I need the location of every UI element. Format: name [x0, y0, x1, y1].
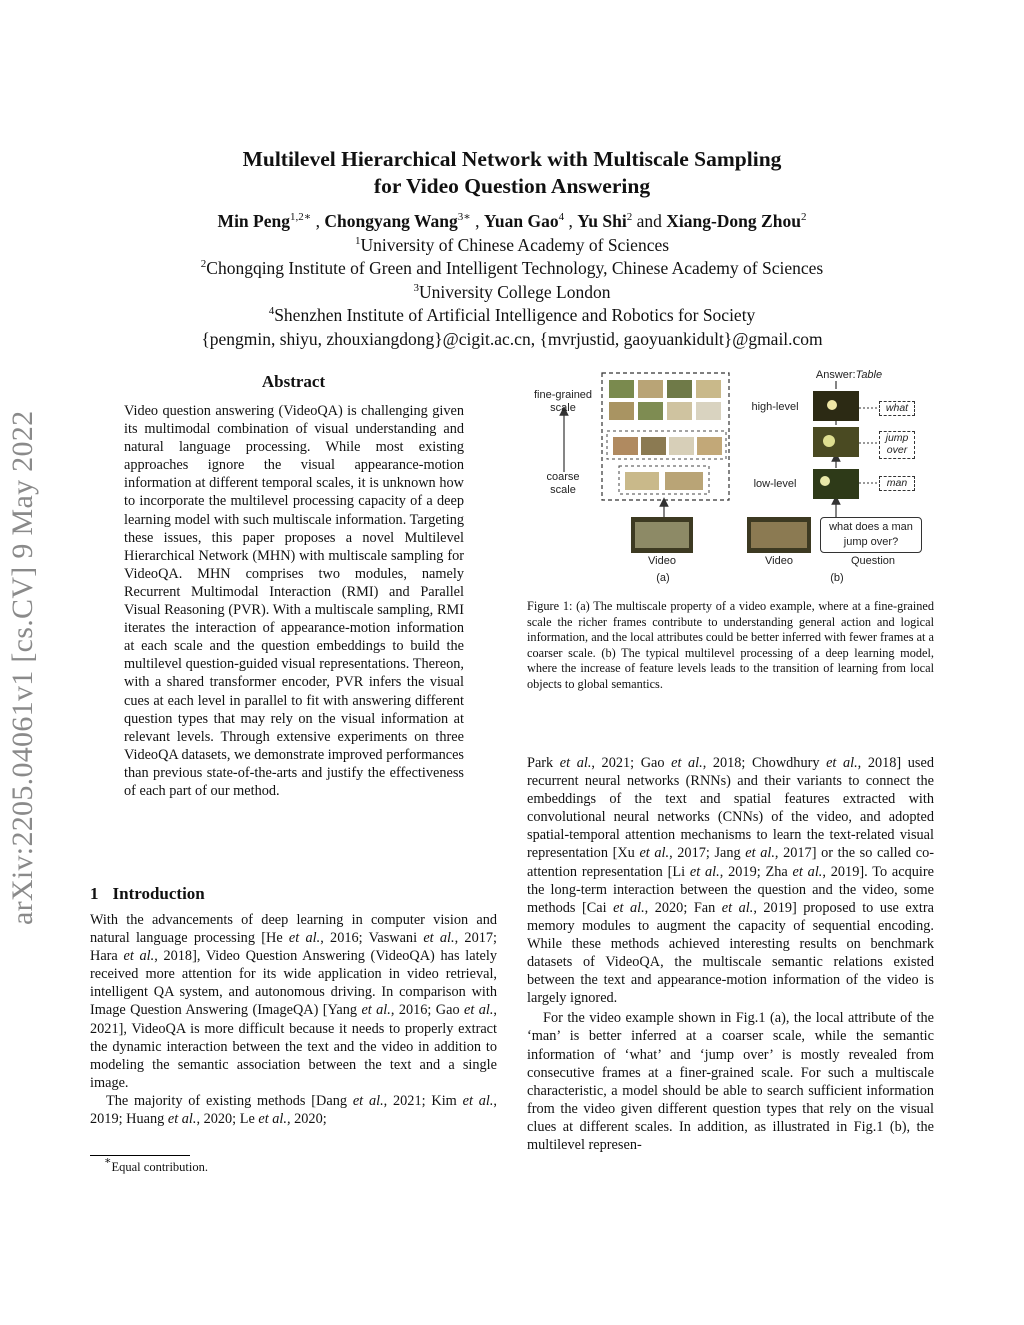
- author-name: Yu Shi: [577, 211, 627, 231]
- citation-etal: et al.: [288, 930, 321, 947]
- subfigure-b-label: (b): [830, 572, 844, 584]
- citation-etal: et al.: [462, 1092, 494, 1109]
- intro-paragraph-2: The majority of existing methods [Dang et al., 2021; Kim et al., 2019; Huang et al., 2020; Le et al., 2020;: [90, 1092, 497, 1128]
- author-sup: 1,2∗: [289, 211, 312, 223]
- citation-etal: et al.: [721, 899, 754, 916]
- question-label: Question: [850, 555, 896, 567]
- affiliation: $^3$University College London: [413, 281, 611, 302]
- author-name: Xiang-Dong Zhou: [666, 211, 801, 231]
- citation-etal: et al.: [123, 948, 155, 965]
- affiliation: $^1$University of Chinese Academy of Sciences: [354, 234, 670, 255]
- citation-etal: et al.: [639, 845, 670, 862]
- intro-text: [90, 911, 497, 1128]
- coarse-scale-frames: [625, 472, 703, 490]
- footnote-text: Equal contribution.: [111, 1160, 208, 1174]
- low-level-label: low-level: [753, 478, 797, 490]
- citation-etal: et al.: [689, 863, 720, 880]
- section-number: 1: [90, 884, 99, 903]
- author-name: Min Peng: [217, 211, 290, 231]
- citation-etal: et al.: [826, 755, 858, 771]
- footnote-mark: ∗: [104, 1155, 112, 1167]
- arxiv-id: arXiv:2205.04061v1 [cs.CV] 9 May 2022: [6, 410, 39, 925]
- high-level-label: high-level: [751, 401, 799, 413]
- author-name: Chongyang Wang: [324, 211, 458, 231]
- feature-levels: [813, 391, 859, 499]
- intro-paragraph-1: With the advancements of deep learning in computer vision and natural language processing [He et al., 2016; Vaswani et al., 2017; Hara et al., 2018], Video Question Answering (VideoQA) has lately received more attention for its wide application in video retrieval, intelligent QA system, and autonomous driving. In comparison with Image Question Answering (ImageQA) [Yang et al., 2016; Gao et al., 2021], VideoQA is more difficult because it needs to properly extract the dynamic interaction between the text and the video in addition to modeling the semantic association between the text and a single image.: [90, 912, 498, 1091]
- section-title: Introduction: [112, 884, 205, 903]
- author-sup: 2: [626, 211, 633, 223]
- arxiv-stamp: [6, 350, 58, 925]
- citation-etal: et al.: [745, 845, 775, 862]
- word-man: man: [879, 476, 915, 491]
- author-sup: 2: [800, 211, 807, 223]
- video-label-b: Video: [765, 555, 793, 567]
- body-paragraph-2: For the video example shown in Fig.1 (a), the local attribute of the ‘man’ is better inferred at a coarser scale, while the semantic information of ‘what’ and ‘jump over’ is mostly revealed from consecutive frames at a finer-grained scale. For such a multiscale characteristic, a model should be able to search sufficient information from the video given different question types that rely on the visual clues at different scales. In addition, as illustrated in Fig.1 (b), the multilevel represen-: [527, 1010, 934, 1153]
- figure-caption: Figure 1: (a) The multiscale property of a video example, where at a fine-grained scale the richer frames contribute to understanding general action and logical information, and the local attributes could be better inferred with fewer frames at a coarser scale. (b) The typical multilevel processing of a deep learning model, where the increase of feature levels leads to the transition of learning from local objects to global semantics.: [527, 599, 934, 691]
- citation-etal: et al.: [258, 1111, 287, 1128]
- affiliation: $^4$Shenzhen Institute of Artificial Intelligence and Robotics for Society: [268, 305, 756, 325]
- word-what: what: [879, 401, 915, 416]
- citation-etal: et al.: [464, 1002, 494, 1019]
- right-column-text: [527, 754, 934, 1154]
- citation-etal: et al.: [361, 1002, 391, 1019]
- mid-scale-frames: [613, 437, 722, 455]
- question-box: what does a man jump over?: [820, 517, 922, 553]
- author-name: Yuan Gao: [483, 211, 559, 231]
- fine-grained-label: fine-grained scale: [533, 389, 593, 414]
- subfigure-a-label: (a): [656, 572, 670, 584]
- word-jump-over: jump over: [879, 431, 915, 459]
- author-block: [0, 210, 1024, 351]
- answer-label: Answer:Table: [815, 369, 883, 381]
- title-line-1: Multilevel Hierarchical Network with Multiscale Sampling: [242, 147, 782, 171]
- citation-etal: et al.: [352, 1092, 384, 1109]
- video-label-a: Video: [648, 555, 676, 567]
- citation-etal: et al.: [559, 755, 592, 771]
- affiliation: $^2$Chongqing Institute of Green and Intelligent Technology, Chinese Academy of Sciences: [200, 258, 824, 278]
- paper-title: [0, 146, 1024, 200]
- abstract-text: Video question answering (VideoQA) is challenging given its multimodal combination of visual understanding and natural language processing. While most existing approaches ignore the visual appearance-motion information at different temporal scales, it is unknown how to incorporate the multilevel processing capacity of a deep learning model with such multiscale information. Targeting these issues, this paper proposes a novel Multilevel Hierarchical Network (MHN) with multiscale sampling for VideoQA. MHN comprises two modules, namely Recurrent Multimodal Interaction (RMI) and Parallel Visual Reasoning (PVR). With a multiscale sampling, RMI iterates the interaction of appearance-motion information at each scale and the question embeddings to build the multilevel question-guided visual representations. Thereon, with a shared transformer encoder, PVR infers the visual cues at each level in parallel to fit with answering different question types that may rely on the visual information at relevant levels. Through extensive experiments on three VideoQA datasets, we demonstrate improved performances than previous state-of-the-arts and justify the effectiveness of each part of our method.: [124, 403, 464, 799]
- author-sup: 3∗: [457, 211, 471, 223]
- author-list: Min Peng$^{1,2∗}$ , Chongyang Wang$^{3∗}$ , Yuan Gao$^4$ , Yu Shi$^2$ and Xiang-Dong Zhou$^2$: [217, 211, 807, 231]
- citation-etal: et al.: [423, 930, 455, 947]
- abstract-heading: Abstract: [261, 372, 326, 391]
- title-line-2: for Video Question Answering: [373, 174, 651, 198]
- body-paragraph-1: Park et al., 2021; Gao et al., 2018; Chowdhury et al., 2018] used recurrent neural networks (RNNs) and their variants to connect the embeddings of the text and spatial features extracted with convolutional neural networks (CNNs) of the video, and adopted spatial-temporal attention mechanisms to learn the text-related visual representation [Xu et al., 2017; Jang et al., 2017] or the so called co-attention representation [Li et al., 2019; Zha et al., 2019]. To acquire the long-term interaction between the question and the video, some methods [Cai et al., 2020; Fan et al., 2019] proposed to use extra memory modules to augment the capacity of sequential encoding. While these methods achieved interesting results on benchmark datasets of VideoQA, the multiscale semantic relations existed between the text and appearance-motion information of the video is largely ignored.: [527, 755, 934, 1007]
- author-emails: {pengmin, shiyu, zhouxiangdong}@cigit.ac.cn, {mvrjustid, gaoyuankidult}@gmail.com: [201, 328, 823, 349]
- citation-etal: et al.: [671, 755, 703, 771]
- citation-etal: et al.: [167, 1111, 197, 1128]
- figure-1: [527, 367, 934, 589]
- citation-etal: et al.: [792, 863, 823, 880]
- footnote: [104, 1155, 208, 1175]
- author-sup: 4: [558, 211, 565, 223]
- section-heading: [90, 884, 497, 904]
- fine-scale-frames: [609, 380, 721, 420]
- citation-etal: et al.: [613, 899, 645, 916]
- coarse-label: coarse scale: [546, 471, 580, 496]
